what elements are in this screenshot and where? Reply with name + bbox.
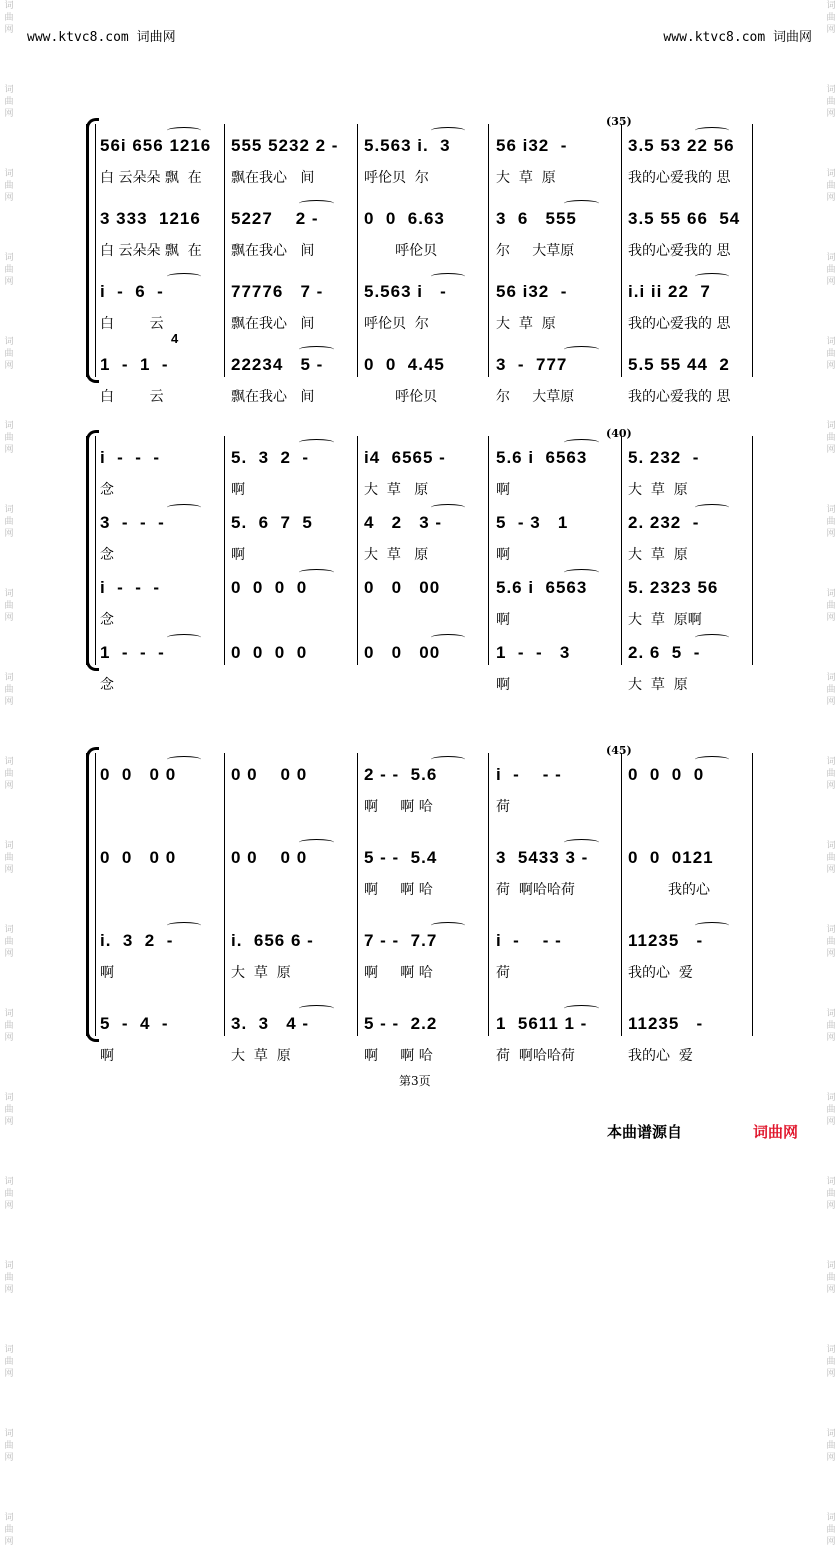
measure-notes: 5.6 i 6563: [496, 448, 588, 467]
site-header-right[interactable]: www.ktvc8.com 词曲网: [663, 30, 812, 45]
measure-notes: 1 5611 1 -: [496, 1014, 588, 1033]
measure-lyrics: 飘在我心 间: [231, 316, 315, 332]
measure-lyrics: 啊: [496, 482, 510, 498]
measure-lyrics: 大 草 原: [628, 677, 688, 693]
slur-mark: [695, 922, 729, 929]
measure-number: (35): [606, 115, 632, 128]
measure-notes: 0 0 0 0: [231, 848, 308, 867]
measure-lyrics: 呼伦贝 尔: [364, 170, 429, 186]
watermark-text: 词 曲 网: [826, 925, 836, 959]
measure-notes: 0 0 0 0: [231, 643, 308, 662]
measure-lyrics: 念: [100, 612, 114, 628]
measure-notes: 5.6 i 6563: [496, 578, 588, 597]
measure-notes: i - - -: [496, 765, 562, 784]
slur-mark: [299, 346, 334, 353]
measure-notes: 3 6 555: [496, 209, 577, 228]
watermark-right: [824, 0, 838, 1547]
slur-mark: [564, 839, 599, 846]
slur-mark: [564, 569, 599, 576]
watermark-text: 词 曲 网: [4, 1177, 14, 1211]
slur-mark: [695, 504, 729, 511]
slur-mark: [564, 1005, 599, 1012]
measure-notes: 0 0 0 0: [628, 765, 705, 784]
watermark-text: 词 曲 网: [826, 1009, 836, 1043]
measure-lyrics: 呼伦贝 尔: [364, 316, 429, 332]
watermark-text: 词 曲 网: [826, 1093, 836, 1127]
barline: [488, 124, 489, 377]
measure-lyrics: 白 云: [100, 316, 164, 332]
slur-mark: [299, 439, 334, 446]
watermark-text: 词 曲 网: [4, 1261, 14, 1295]
measure-lyrics: 大 草 原: [231, 965, 291, 981]
barline: [357, 436, 358, 665]
measure-notes: 0 0 4.45: [364, 355, 445, 374]
watermark-text: 词 曲 网: [4, 589, 14, 623]
barline: [621, 436, 622, 665]
barline: [224, 436, 225, 665]
measure-notes: 5.5 55 44 2: [628, 355, 730, 374]
measure-notes: 56 i32 -: [496, 136, 568, 155]
measure-lyrics: 荷: [496, 965, 510, 981]
watermark-text: 词 曲 网: [4, 925, 14, 959]
measure-notes: 7 - - 7.7: [364, 931, 438, 950]
watermark-text: 词 曲 网: [4, 505, 14, 539]
watermark-text: 词 曲 网: [4, 1, 14, 35]
measure-notes: 4 2 3 -: [364, 513, 443, 532]
measure-lyrics: 飘在我心 间: [231, 243, 315, 259]
watermark-text: 词 曲 网: [826, 1177, 836, 1211]
watermark-text: 词 曲 网: [826, 1513, 836, 1547]
watermark-text: 词 曲 网: [4, 253, 14, 287]
watermark-text: 词 曲 网: [4, 85, 14, 119]
slur-mark: [695, 273, 729, 280]
slur-mark: [167, 273, 201, 280]
watermark-text: 词 曲 网: [4, 169, 14, 203]
measure-lyrics: 荷 啊哈哈荷: [496, 1048, 575, 1064]
barline: [224, 753, 225, 1036]
measure-number: (45): [606, 744, 632, 757]
slur-mark: [431, 756, 465, 763]
slur-mark: [695, 634, 729, 641]
measure-notes: 3 - 777: [496, 355, 568, 374]
measure-lyrics: 我的心 爱: [628, 1048, 693, 1064]
measure-lyrics: 荷 啊哈哈荷: [496, 882, 575, 898]
measure-notes: 3 5433 3 -: [496, 848, 589, 867]
slur-mark: [564, 439, 599, 446]
measure-notes: i4 6565 -: [364, 448, 446, 467]
measure-lyrics: 白 云: [100, 389, 164, 405]
measure-notes: 22234 5 -: [231, 355, 324, 374]
watermark-text: 词 曲 网: [826, 1, 836, 35]
measure-notes: 5. 3 2 -: [231, 448, 310, 467]
measure-notes: i.i ii 22 7: [628, 282, 711, 301]
measure-notes: 0 0 0 0: [100, 765, 177, 784]
watermark-left: [2, 0, 16, 1547]
slur-mark: [431, 273, 465, 280]
measure-notes: 0 0 0121: [628, 848, 714, 867]
slur-mark: [431, 634, 465, 641]
watermark-text: 词 曲 网: [4, 1093, 14, 1127]
measure-lyrics: 白 云朵朵 飘 在: [100, 243, 202, 259]
watermark-text: 词 曲 网: [826, 169, 836, 203]
measure-notes: 5. 2323 56: [628, 578, 719, 597]
slur-mark: [167, 922, 201, 929]
system-bracket: [86, 436, 89, 665]
watermark-text: 词 曲 网: [4, 421, 14, 455]
slur-mark: [167, 504, 201, 511]
system-bracket: [86, 753, 89, 1036]
watermark-text: 词 曲 网: [826, 505, 836, 539]
watermark-text: 词 曲 网: [4, 757, 14, 791]
measure-lyrics: 大 草 原: [628, 547, 688, 563]
slur-mark: [299, 839, 334, 846]
measure-notes: 5227 2 -: [231, 209, 319, 228]
measure-notes: i - 6 -: [100, 282, 164, 301]
source-label: 本曲谱源自: [607, 1123, 683, 1141]
watermark-text: 词 曲 网: [826, 1261, 836, 1295]
slur-mark: [431, 127, 465, 134]
measure-lyrics: 念: [100, 547, 114, 563]
measure-lyrics: 呼伦贝: [364, 243, 438, 259]
barline: [621, 124, 622, 377]
slur-mark: [564, 346, 599, 353]
slur-mark: [299, 569, 334, 576]
measure-lyrics: 白 云朵朵 飘 在: [100, 170, 202, 186]
slur-mark: [564, 200, 599, 207]
measure-notes: 5 - - 2.2: [364, 1014, 438, 1033]
measure-lyrics: 大 草 原: [496, 316, 556, 332]
watermark-text: 词 曲 网: [4, 1345, 14, 1379]
measure-notes: 3.5 53 22 56: [628, 136, 735, 155]
measure-notes: 2 - - 5.6: [364, 765, 438, 784]
barline: [488, 753, 489, 1036]
measure-lyrics: 啊: [496, 547, 510, 563]
barline: [95, 753, 96, 1036]
measure-notes: 5 - - 5.4: [364, 848, 438, 867]
measure-notes: 0 0 00: [364, 643, 441, 662]
watermark-text: 词 曲 网: [4, 337, 14, 371]
measure-notes: 2. 232 -: [628, 513, 700, 532]
measure-lyrics: 大 草 原: [496, 170, 556, 186]
watermark-text: 词 曲 网: [826, 85, 836, 119]
measure-notes: 5 - 4 -: [100, 1014, 169, 1033]
measure-notes: 3 - - -: [100, 513, 165, 532]
measure-notes: 5. 6 7 5: [231, 513, 313, 532]
barline: [357, 124, 358, 377]
measure-notes: i. 3 2 -: [100, 931, 174, 950]
watermark-text: 词 曲 网: [4, 1513, 14, 1547]
barline: [488, 436, 489, 665]
slur-mark: [299, 200, 334, 207]
measure-lyrics: 我的心爱我的 思: [628, 389, 731, 405]
barline: [752, 753, 753, 1036]
measure-notes: 5 - 3 1: [496, 513, 569, 532]
measure-lyrics: 啊 啊 哈: [364, 1048, 433, 1064]
measure-notes: 1 - - 3: [496, 643, 571, 662]
measure-notes: i - - -: [100, 578, 161, 597]
slur-mark: [167, 634, 201, 641]
watermark-text: 词 曲 网: [4, 841, 14, 875]
extra-mark: 4: [171, 331, 179, 346]
measure-notes: 1 - - -: [100, 643, 165, 662]
measure-lyrics: 啊: [496, 612, 510, 628]
measure-lyrics: 啊: [231, 482, 245, 498]
measure-notes: 5. 232 -: [628, 448, 700, 467]
measure-lyrics: 大 草 原啊: [628, 612, 702, 628]
measure-notes: i. 656 6 -: [231, 931, 314, 950]
measure-lyrics: 我的心爱我的 思: [628, 243, 731, 259]
measure-notes: 2. 6 5 -: [628, 643, 701, 662]
barline: [224, 124, 225, 377]
measure-lyrics: 念: [100, 677, 114, 693]
measure-notes: 0 0 0 0: [100, 848, 177, 867]
measure-lyrics: 念: [100, 482, 114, 498]
measure-notes: 5.563 i -: [364, 282, 447, 301]
slur-mark: [695, 756, 729, 763]
watermark-text: 词 曲 网: [4, 1429, 14, 1463]
measure-notes: 56 i32 -: [496, 282, 568, 301]
measure-lyrics: 呼伦贝: [364, 389, 438, 405]
watermark-text: 词 曲 网: [4, 1009, 14, 1043]
measure-notes: i - - -: [100, 448, 161, 467]
slur-mark: [431, 504, 465, 511]
measure-notes: i - - -: [496, 931, 562, 950]
watermark-text: 词 曲 网: [826, 253, 836, 287]
measure-lyrics: 飘在我心 间: [231, 170, 315, 186]
barline: [357, 753, 358, 1036]
page-number: 第3页: [399, 1074, 431, 1088]
watermark-text: 词 曲 网: [4, 673, 14, 707]
measure-lyrics: 啊 啊 哈: [364, 799, 433, 815]
measure-lyrics: 大 草 原: [628, 482, 688, 498]
slur-mark: [167, 756, 201, 763]
barline: [752, 436, 753, 665]
watermark-text: 词 曲 网: [826, 337, 836, 371]
barline: [95, 124, 96, 377]
watermark-text: 词 曲 网: [826, 841, 836, 875]
measure-lyrics: 啊 啊 哈: [364, 965, 433, 981]
measure-lyrics: 啊 啊 哈: [364, 882, 433, 898]
slur-mark: [299, 1005, 334, 1012]
watermark-text: 词 曲 网: [826, 673, 836, 707]
measure-notes: 3. 3 4 -: [231, 1014, 310, 1033]
slur-mark: [695, 127, 729, 134]
measure-lyrics: 尔 大草原: [496, 243, 575, 259]
measure-notes: 0 0 0 0: [231, 765, 308, 784]
watermark-text: 词 曲 网: [826, 1429, 836, 1463]
measure-lyrics: 大 草 原: [364, 482, 429, 498]
measure-lyrics: 啊: [231, 547, 245, 563]
measure-lyrics: 尔 大草原: [496, 389, 575, 405]
measure-lyrics: 我的心爱我的 思: [628, 316, 731, 332]
measure-number: (40): [606, 427, 632, 440]
system-bracket: [86, 124, 89, 377]
measure-lyrics: 我的心: [628, 882, 711, 898]
site-header-left[interactable]: www.ktvc8.com 词曲网: [27, 30, 176, 45]
measure-notes: 0 0 6.63: [364, 209, 445, 228]
measure-lyrics: 我的心爱我的 思: [628, 170, 731, 186]
measure-notes: 77776 7 -: [231, 282, 324, 301]
measure-lyrics: 大 草 原: [364, 547, 429, 563]
watermark-text: 词 曲 网: [826, 421, 836, 455]
barline: [752, 124, 753, 377]
measure-notes: 0 0 0 0: [231, 578, 308, 597]
measure-notes: 0 0 00: [364, 578, 441, 597]
measure-lyrics: 荷: [496, 799, 510, 815]
measure-lyrics: 啊: [496, 677, 510, 693]
slur-mark: [167, 127, 201, 134]
measure-lyrics: 啊: [100, 1048, 114, 1064]
brand-link[interactable]: 词曲网: [753, 1123, 799, 1141]
watermark-text: 词 曲 网: [826, 1345, 836, 1379]
barline: [95, 436, 96, 665]
barline: [621, 753, 622, 1036]
measure-notes: 56i 656 1216: [100, 136, 212, 155]
measure-notes: 3 333 1216: [100, 209, 201, 228]
measure-notes: 3.5 55 66 54: [628, 209, 741, 228]
watermark-text: 词 曲 网: [826, 589, 836, 623]
slur-mark: [431, 922, 465, 929]
measure-lyrics: 飘在我心 间: [231, 389, 315, 405]
measure-notes: 5.563 i. 3: [364, 136, 451, 155]
watermark-text: 词 曲 网: [826, 757, 836, 791]
measure-notes: 555 5232 2 -: [231, 136, 339, 155]
measure-lyrics: 啊: [100, 965, 114, 981]
measure-notes: 11235 -: [628, 931, 704, 950]
measure-lyrics: 大 草 原: [231, 1048, 291, 1064]
measure-notes: 1 - 1 -: [100, 355, 169, 374]
measure-lyrics: 我的心 爱: [628, 965, 693, 981]
measure-notes: 11235 -: [628, 1014, 704, 1033]
